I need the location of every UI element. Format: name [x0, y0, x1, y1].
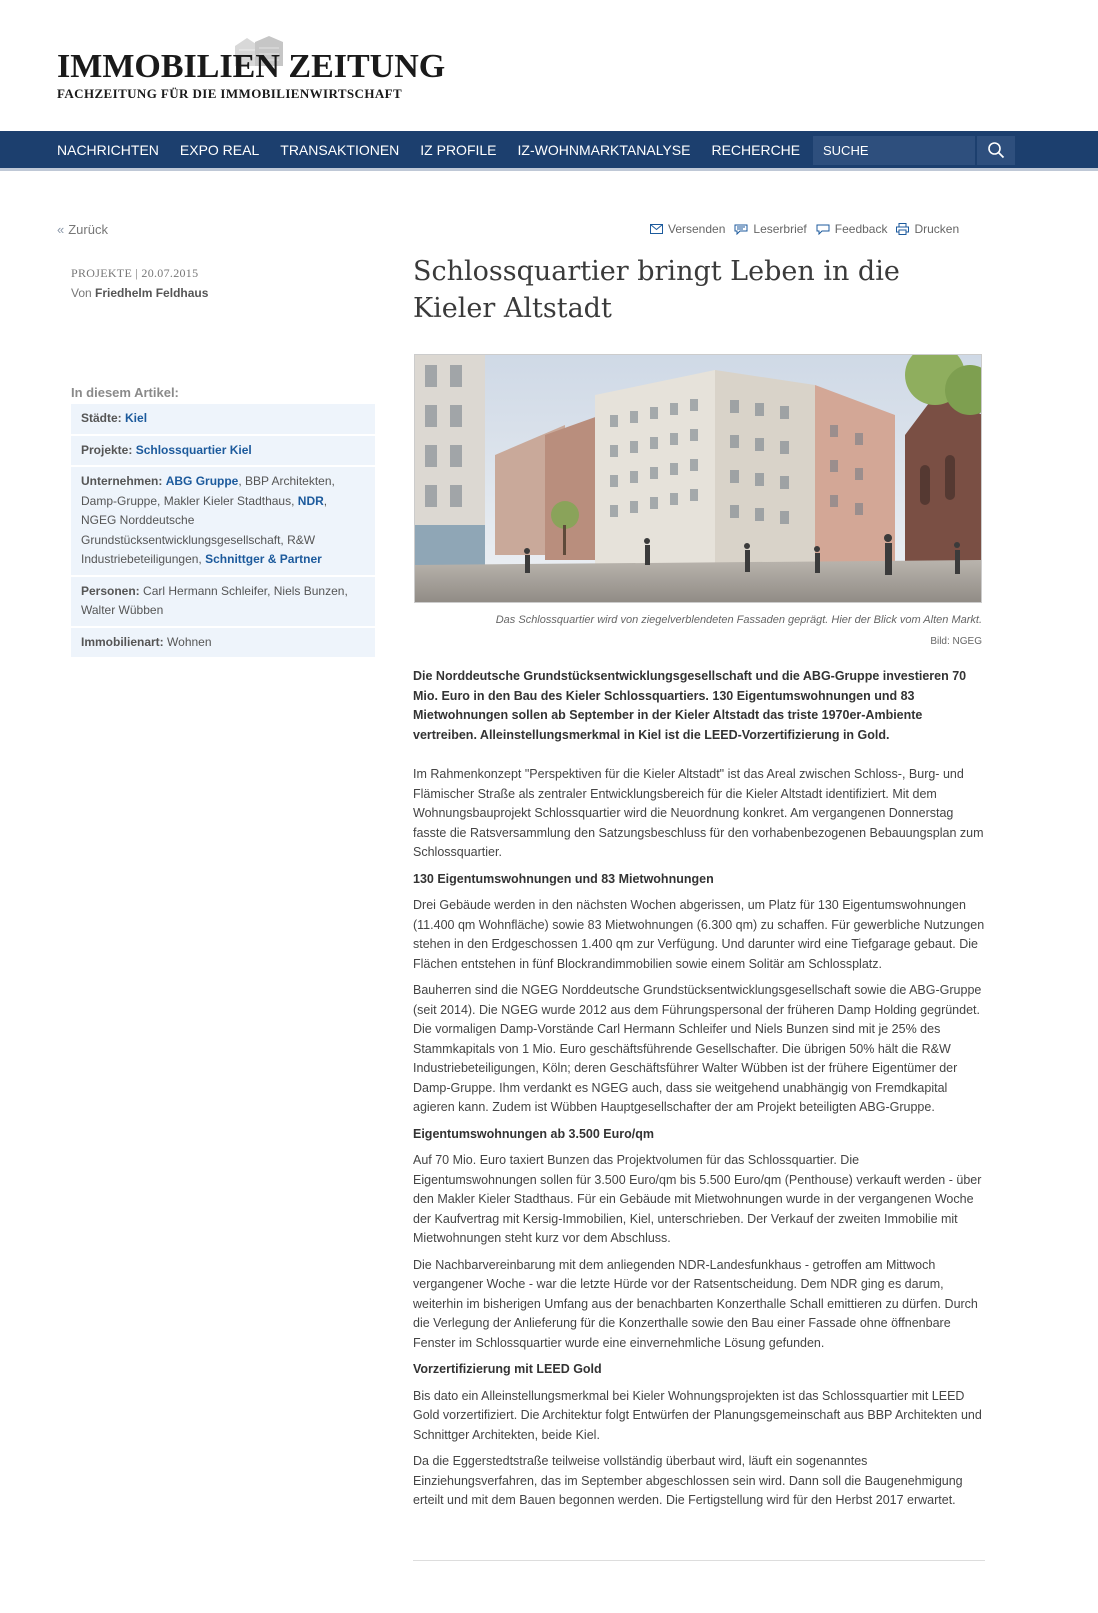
article-paragraph: Drei Gebäude werden in den nächsten Wochen abgerissen, um Platz für 130 Eigentumswohnungen (11.400 qm Wohnfläche) sowie 83 Mietwohnungen (6.300 qm) zu schaffen. Für gewerbliche Nutzungen stehen in den Erdgeschossen 1.400 qm zur Verfügung. Und darunter wird eine Tiefgarage gebaut. Die Flächen entstehen in fünf Blockrandimmobilien sowie einem Solitär am Schlossplatz.	[413, 898, 985, 971]
in-article-heading: In diesem Artikel:	[71, 385, 179, 400]
article-meta	[71, 266, 208, 300]
search-button[interactable]	[977, 136, 1015, 165]
date-label: 20.07.2015	[141, 266, 199, 280]
nav-item-recherche[interactable]: RECHERCHE	[711, 142, 801, 158]
tag-link-abg-gruppe[interactable]: ABG Gruppe	[165, 474, 239, 488]
logo-title-first: IMMOBILIEN	[57, 48, 280, 85]
printer-icon	[896, 223, 909, 235]
back-label: Zurück	[68, 222, 108, 237]
tag-row-staedte	[71, 404, 375, 436]
feedback-action[interactable]	[816, 222, 888, 236]
category-label: PROJEKTE	[71, 266, 133, 280]
tag-row-immobilienart	[71, 628, 375, 660]
back-link[interactable]	[57, 222, 108, 237]
architecture-rendering-image	[415, 355, 982, 603]
tag-label-immobilienart: Immobilienart:	[81, 634, 164, 649]
author-prefix: Von	[71, 286, 92, 300]
reader-letter-label: Leserbrief	[753, 222, 807, 236]
article-paragraph: Auf 70 Mio. Euro taxiert Bunzen das Projektvolumen für das Schlossquartier. Die Eigentumswohnungen sollen für 3.500 Euro/qm bis 5.500 Euro/qm (Penthouse) verkauft werden - über den Makler Kieler Stadthaus. Für ein Gebäude mit Mietwohnungen wurde in der vergangenen Woche der Kaufvertrag mit Kersig-Immobilien, Kiel, unterschrieben. Der Verkauf der zweiten Immobilie mit Mietwohnungen steht kurz vor dem Abschluss.	[413, 1153, 982, 1245]
category-date: PROJEKTE | 20.07.2015	[71, 266, 199, 280]
search-icon	[987, 141, 1005, 159]
logo-subtitle: FACHZEITUNG FÜR DIE IMMOBILIENWIRTSCHAFT	[57, 86, 403, 101]
nav-item-nachrichten[interactable]: NACHRICHTEN	[57, 142, 159, 158]
image-credit: Bild: NGEG	[930, 636, 982, 647]
tag-text-personen: Carl Hermann Schleifer, Niels Bunzen, Walter Wübben	[81, 583, 348, 617]
double-chevron-left-icon: «	[57, 222, 65, 237]
tag-label-unternehmen: Unternehmen:	[81, 474, 163, 488]
logo-title-second: ZEITUNG	[288, 48, 446, 85]
article-paragraph: Bis dato ein Alleinstellungsmerkmal bei Kieler Wohnungsprojekten ist das Schlossquartier mit LEED Gold vorzertifiziert. Die Architektur folgt Entwürfen der Planungsgemeinschaft aus BBP Architekten und Schnittger Architekten, beide Kiel.	[413, 1388, 982, 1442]
chat-icon	[816, 224, 830, 235]
send-label: Versenden	[668, 222, 726, 236]
article-tags	[71, 404, 375, 659]
tag-row-personen	[71, 577, 375, 628]
speech-bubble-icon	[734, 224, 748, 235]
article-subheading: Vorzertifizierung mit LEED Gold	[413, 1362, 602, 1376]
article-paragraph: Da die Eggerstedtstraße teilweise vollständig überbaut wird, läuft ein sogenanntes Einziehungsverfahren, das im September abgeschlossen sein wird. Dann soll die Baugenehmigung erteilt und mit dem Bauen begonnen werden. Die Fertigstellung wird für den Herbst 2017 erwartet.	[413, 1454, 963, 1507]
author-name: Friedhelm Feldhaus	[95, 286, 209, 300]
article-hero-image	[414, 354, 982, 603]
tag-link-schnittger[interactable]: Schnittger & Partner	[205, 552, 322, 566]
image-caption: Das Schlossquartier wird von ziegelverblendeten Fassaden geprägt. Hier der Blick vom Alten Markt.	[495, 614, 982, 626]
tag-label-personen: Personen:	[81, 583, 140, 598]
reader-letter-action[interactable]	[734, 222, 806, 236]
tag-link-ndr[interactable]: NDR	[297, 493, 324, 508]
article-subheading: 130 Eigentumswohnungen und 83 Mietwohnungen	[413, 871, 714, 886]
article-end-divider	[413, 1560, 985, 1561]
tag-label-projekte: Projekte:	[81, 442, 133, 457]
nav-item-iz-wohnmarktanalyse[interactable]: IZ-WOHNMARKTANALYSE	[517, 142, 691, 158]
search-input[interactable]	[813, 136, 975, 165]
article-body	[413, 667, 985, 1518]
article-actions	[650, 222, 968, 236]
nav-items	[57, 131, 821, 169]
print-label: Drucken	[914, 222, 960, 236]
feedback-label: Feedback	[834, 222, 888, 236]
tag-link-schlossquartier[interactable]: Schlossquartier Kiel	[135, 442, 252, 457]
envelope-icon	[650, 224, 663, 234]
main-navigation	[0, 131, 1098, 171]
article-paragraph: Im Rahmenkonzept "Perspektiven für die Kieler Altstadt" ist das Areal zwischen Schloss-, Burg- und Flämischer Straße als zentraler Entwicklungsbereich für die Kieler Altstadt identifiziert. Mit dem Wohnungsbauprojekt Schlossquartier wird die Neuordnung konkret. Am vergangenen Donnerstag fasste die Ratsversammlung den Satzungsbeschluss für den vorhabenbezogenen Bebauungsplan zum Schlossquartier.	[413, 767, 984, 859]
article-subheading: Eigentumswohnungen ab 3.500 Euro/qm	[413, 1126, 655, 1141]
author-line	[71, 286, 208, 300]
article-lead: Die Norddeutsche Grundstücksentwicklungsgesellschaft und die ABG-Gruppe investieren 70 Mio. Euro in den Bau des Kieler Schlossquartiers. 130 Eigentumswohnungen und 83 Mietwohnungen sollen ab September in der Kieler Altstadt das triste 1970er-Ambiente vertreiben. Alleinstellungsmerkmal in Kiel ist die LEED-Vorzertifizierung in Gold.	[413, 669, 967, 742]
tag-label-staedte: Städte:	[81, 411, 122, 425]
nav-item-iz-profile[interactable]: IZ PROFILE	[420, 142, 497, 158]
send-action[interactable]	[650, 222, 725, 236]
site-logo[interactable]	[57, 40, 446, 104]
print-action[interactable]	[896, 222, 959, 236]
tag-link-kiel[interactable]: Kiel	[125, 411, 148, 425]
tag-text-unternehmen-2: , NGEG Norddeutsche Grundstücksentwicklungsgesellschaft, R&W Industriebeteiligungen,	[81, 493, 328, 566]
article-paragraph: Die Nachbarvereinbarung mit dem anliegenden NDR-Landesfunkhaus - getroffen am Mittwoch vergangener Woche - war die letzte Hürde vor der Ratsentscheidung. Dem NDR ging es darum, weiterhin im bisherigen Umfang aus der benachbarten Konzerthalle Schall emittieren zu dürfen. Durch die Verlegung der Anlieferung für die Konzerthalle sowie den Bau einer Fassade ohne öffnenbare Fenster im Schlossquartier wurde eine einvernehmliche Lösung gefunden.	[413, 1257, 978, 1350]
tag-text-immobilienart: Wohnen	[167, 634, 212, 649]
tag-row-projekte	[71, 436, 375, 468]
logo-title	[57, 50, 445, 84]
nav-item-expo-real[interactable]: EXPO REAL	[179, 142, 260, 158]
tag-row-unternehmen	[71, 467, 375, 577]
article-paragraph: Bauherren sind die NGEG Norddeutsche Grundstücksentwicklungsgesellschaft sowie die ABG-Gruppe (seit 2014). Die NGEG wurde 2012 aus dem Führungspersonal der früheren Damp Holding gegründet. Die vormaligen Damp-Vorstände Carl Hermann Schleifer und Niels Bunzen sind mit je 25% des Stammkapitals von 1 Mio. Euro geschäftsführende Gesellschafter. Die übrigen 50% hält die R&W Industriebeteiligungen, Köln; deren Geschäftsführer Walter Wübben ist der frühere Eigentümer der Damp-Gruppe. Ihm verdankt es NGEG auch, dass sie weitgehend unabhängig von Fremdkapital agieren kann. Zudem ist Wübben Hauptgesellschafter der am Projekt beteiligten ABG-Gruppe.	[413, 983, 982, 1114]
tag-text-unternehmen-1: , BBP Architekten, Damp-Gruppe, Makler Kieler Stadthaus,	[81, 474, 335, 508]
article-headline: Schlossquartier bringt Leben in die Kieler Altstadt	[413, 256, 900, 324]
nav-item-transaktionen[interactable]: TRANSAKTIONEN	[280, 142, 400, 158]
